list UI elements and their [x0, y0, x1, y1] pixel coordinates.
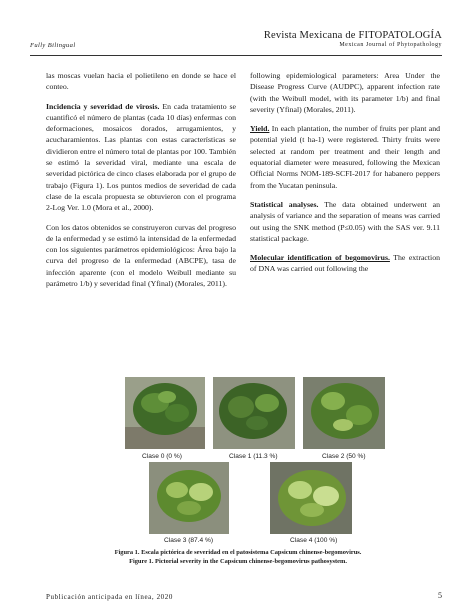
- right-paragraph-1: following epidemiological parameters: Area Under the Disease Progress Curve (AUDPC), apparent infection rate (with the Weibull model, with its parameter 1/b) and final severity (Yfinal) (Morales, 2011).: [250, 71, 440, 114]
- left-paragraph-2: [46, 101, 236, 214]
- figure-label-class-1: Clase 1 (11.3 %): [229, 453, 278, 460]
- running-header-left: Fully Bilingual: [30, 42, 76, 49]
- header-rule: [30, 55, 442, 56]
- figure-label-class-3: Clase 3 (87.4 %): [164, 537, 214, 544]
- figure-label-class-0: Clase 0 (0 %): [142, 453, 182, 460]
- right-paragraph-4-body: The extraction of DNA was carried out following the: [250, 253, 440, 274]
- right-column: [250, 70, 440, 283]
- footer-publication-note: Publicación anticipada en línea, 2020: [46, 593, 173, 601]
- left-paragraph-3: Con los datos obtenidos se construyeron curvas del progreso de la enfermedad y se estimó la intensidad de la enfermedad con los siguientes parámetros epidemiológicos: Área bajo la curva del progreso de la enfermedad (ABCPE), tasa de infección aparente (con el modelo Weibull mediante su parámetro 1/b) y severidad final (Yfinal) (Morales, 2011).: [46, 222, 236, 289]
- figure-photo-class-2: [303, 377, 385, 449]
- figure-photo-class-3: [149, 462, 229, 534]
- figure-caption-es: Figura 1. Escala pictórica de severidad en el patosistema Capsicum chinense-begomovirus.: [114, 549, 362, 556]
- section-heading-incidence: Incidencia y severidad de virosis.: [46, 101, 160, 111]
- right-paragraph-4: [250, 252, 440, 275]
- figure-photo-class-4: [270, 462, 352, 534]
- right-paragraph-3-body: The data obtained underwent an analysis of variance and the separation of means was carried out using the SNK method (P≤0.05) with the SAS ver. 9.11 statistical package.: [250, 199, 440, 243]
- journal-subtitle: Mexican Journal of Phytopathology: [339, 42, 442, 48]
- left-paragraph-2-body: En cada tratamiento se cuantificó el número de plantas (cada 10 días) enfermas con deformaciones, mosaicos dorados, arrugamientos, y acucharamientos. Las plantas con estas características se dividieron entre el número total de plantas por 100. También se estimó la severidad viral, mediante una escala de severidad pictórica de cinco clases elaborada por el grupo de trabajo (Figura 1). Los puntos medios de severidad de cada clase de la escala propuesta se obtuvieron con el programa 2-Log Ver. 1.0 (Mora et al., 2000).: [46, 101, 237, 213]
- right-paragraph-2: [250, 123, 440, 191]
- figure-label-class-2: Clase 2 (50 %): [322, 453, 366, 460]
- right-paragraph-2-body: In each plantation, the number of fruits per plant and potential yield (t ha-1) were registered. Thirty fruits were selected at random per treatment and their length and equatorial diameter were measured, following the Mexican Official Norms NOM-189-SCFI-2017 for habanero peppers from the Yucatan peninsula.: [250, 124, 440, 190]
- section-heading-yield: Yield.: [250, 124, 270, 134]
- journal-title: Revista Mexicana de FITOPATOLOGÍA: [263, 30, 442, 41]
- figure-label-class-4: Clase 4 (100 %): [290, 537, 338, 544]
- section-heading-molecular: Molecular identification of begomovirus.: [250, 253, 390, 263]
- journal-header: [264, 30, 442, 48]
- figure-photo-class-0: [125, 377, 205, 449]
- right-paragraph-3: [250, 199, 440, 244]
- left-paragraph-1: las moscas vuelan hacia el polietileno en donde se hace el conteo.: [46, 71, 236, 92]
- figure-caption-en: Figure 1. Pictorial severity in the Capsicum chinense-begomovirus pathosystem.: [129, 558, 347, 565]
- figure-photo-class-1: [213, 377, 295, 449]
- left-column: [46, 70, 236, 297]
- page-number: 5: [438, 591, 442, 600]
- section-heading-statistics: Statistical analyses.: [250, 199, 319, 209]
